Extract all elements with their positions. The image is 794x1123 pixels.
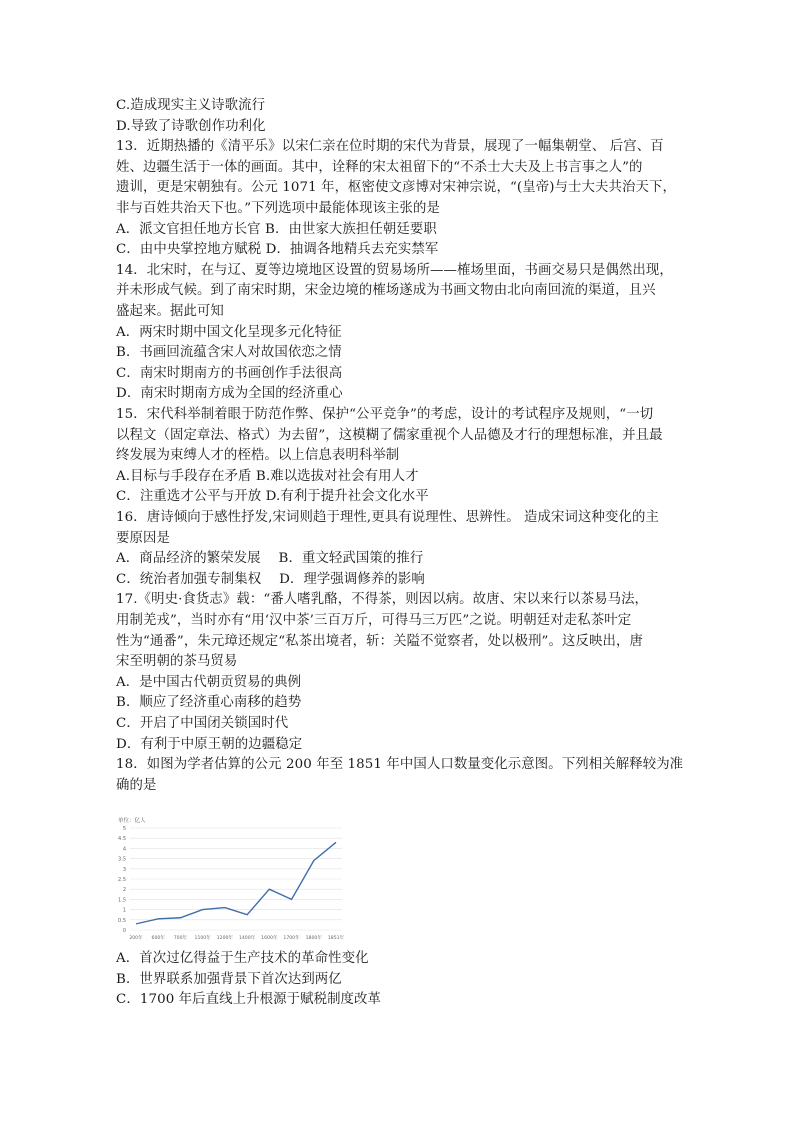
text-line: C．注重选才公平与开放 D.有利于提升社会文化水平 (116, 489, 429, 505)
x-tick-label: 1800年 (305, 936, 322, 941)
y-tick-label: 3.5 (118, 856, 126, 863)
text-line: 18．如图为学者估算的公元 200 年至 1851 年中国人口数量变化示意图。下列相关解释较为准 (116, 757, 684, 773)
y-tick-label: 5 (122, 826, 126, 832)
x-tick-label: 700年 (173, 936, 188, 941)
text-line: D.导致了诗歌创作功利化 (116, 118, 266, 134)
text-line: C．由中央掌控地方赋税 D．抽调各地精兵去充实禁军 (116, 242, 439, 258)
text-line: A．商品经济的繁荣发展 B．重文轻武国策的推行 (116, 551, 424, 567)
text-line: 17.《明史·食货志》载：“番人嗜乳酪，不得茶，则因以病。故唐、宋以来行以茶易马法， (116, 592, 649, 608)
text-line: 终发展为束缚人才的桎梏。以上信息表明科举制 (116, 448, 400, 464)
text-line: 姓、边疆生活于一体的画面。其中，诠释的宋太祖留下的“不杀士大夫及上书言事之人”的 (116, 159, 643, 175)
x-tick-label: 1100年 (194, 936, 211, 941)
text-line: 并未形成气候。到了南宋时期，宋金边境的榷场遂成为书画文物由北向南回流的渠道，且兴 (116, 283, 656, 299)
x-tick-label: 1400年 (238, 936, 256, 941)
text-line: 13．近期热播的《清平乐》以宋仁亲在位时期的宋代为背景，展现了一幅集朝堂、 后宫、百 (116, 139, 664, 155)
text-line: A．派文官担任地方长官 B．由世家大族担任朝廷要职 (116, 221, 437, 237)
y-tick-label: 4.5 (118, 836, 126, 843)
text-line: 用制羌戎”，当时亦有“用‘汉中茶’三百万斤，可得马三万匹”之说。明朝廷对走私茶叶定 (116, 613, 632, 628)
chart-x-tick-labels (129, 934, 344, 941)
chart-y-tick-labels (118, 826, 126, 934)
y-tick-label: 2.5 (118, 877, 126, 883)
text-line: 盛起来。据此可知 (116, 304, 224, 319)
x-tick-label: 600年 (151, 936, 165, 941)
text-line: A.目标与手段存在矛盾 B.难以选拔对社会有用人才 (116, 468, 419, 484)
text-line: 15．宋代科举制着眼于防范作弊、保护“公平竞争”的考虑，设计的考试程序及规则，“一切 (116, 407, 654, 422)
y-tick-label: 4 (122, 846, 126, 853)
text-line: C．统治者加强专制集权 D．理学强调修养的影响 (116, 571, 425, 587)
x-tick-label: 1851年 (327, 936, 345, 941)
text-line: 性为“通番”，朱元璋还规定“私茶出境者，斩：关隘不觉察者，处以极刑”。这反映出，唐 (116, 633, 643, 649)
text-line: 宋至明朝的茶马贸易 (116, 654, 238, 670)
text-line: A．首次过亿得益于生产技术的革命性变化 (116, 951, 369, 966)
x-tick-label: 1700年 (283, 936, 300, 941)
chart-series-line (136, 842, 336, 924)
population-line-chart (112, 812, 348, 946)
text-line: 确的是 (116, 777, 157, 793)
y-tick-label: 1.5 (118, 897, 126, 904)
x-tick-label: 1200年 (216, 936, 234, 941)
y-tick-label: 3 (122, 866, 126, 873)
x-tick-label: 200年 (129, 936, 143, 941)
y-tick-label: 0.5 (118, 917, 126, 924)
text-line: D．南宋时期南方成为全国的经济重心 (116, 386, 343, 402)
text-line: A．两宋时期中国文化呈现多元化特征 (116, 324, 342, 340)
text-line: 遗训，更是宋朝独有。公元 1071 年，枢密使文彦博对宋神宗说，“(皇帝)与士大夫共治天下， (116, 180, 676, 196)
text-line: 非与百姓共治天下也。”下列选项中最能体现该主张的是 (116, 201, 441, 216)
text-line: C．开启了中国闭关锁国时代 (116, 716, 289, 731)
y-tick-label: 0 (122, 928, 126, 934)
chart-unit-label: 单位：亿人 (118, 818, 146, 824)
text-line: D．有利于中原王朝的边疆稳定 (116, 736, 303, 752)
y-tick-label: 1 (122, 907, 126, 914)
text-line: A．是中国古代朝贡贸易的典例 (116, 674, 302, 690)
text-line: B．顺应了经济重心南移的趋势 (116, 695, 302, 711)
text-line: C.造成现实主义诗歌流行 (116, 98, 266, 113)
text-line: B．书画回流蕴含宋人对故国依恋之情 (116, 345, 342, 361)
text-line: C．1700 年后直线上升根源于赋税制度改革 (116, 992, 382, 1008)
text-line: 要原因是 (116, 530, 170, 546)
text-line: C．南宋时期南方的书画创作手法很高 (116, 365, 343, 381)
text-line: 以程文（固定章法、格式）为去留”，这模糊了儒家重视个人品德及才行的理想标准，并且最 (116, 427, 663, 443)
text-line: 14．北宋时，在与辽、夏等边境地区设置的贸易场所——榷场里面，书画交易只是偶然出现， (116, 262, 673, 278)
text-line: 16．唐诗倾向于感性抒发,宋词则趋于理性,更具有说理性、思辨性。 造成宋词这种变化的主 (116, 510, 659, 525)
text-line: B．世界联系加强背景下首次达到两亿 (116, 971, 342, 987)
y-tick-label: 2 (122, 887, 126, 894)
x-tick-label: 1600年 (261, 936, 278, 941)
chart-gridlines (130, 828, 342, 930)
